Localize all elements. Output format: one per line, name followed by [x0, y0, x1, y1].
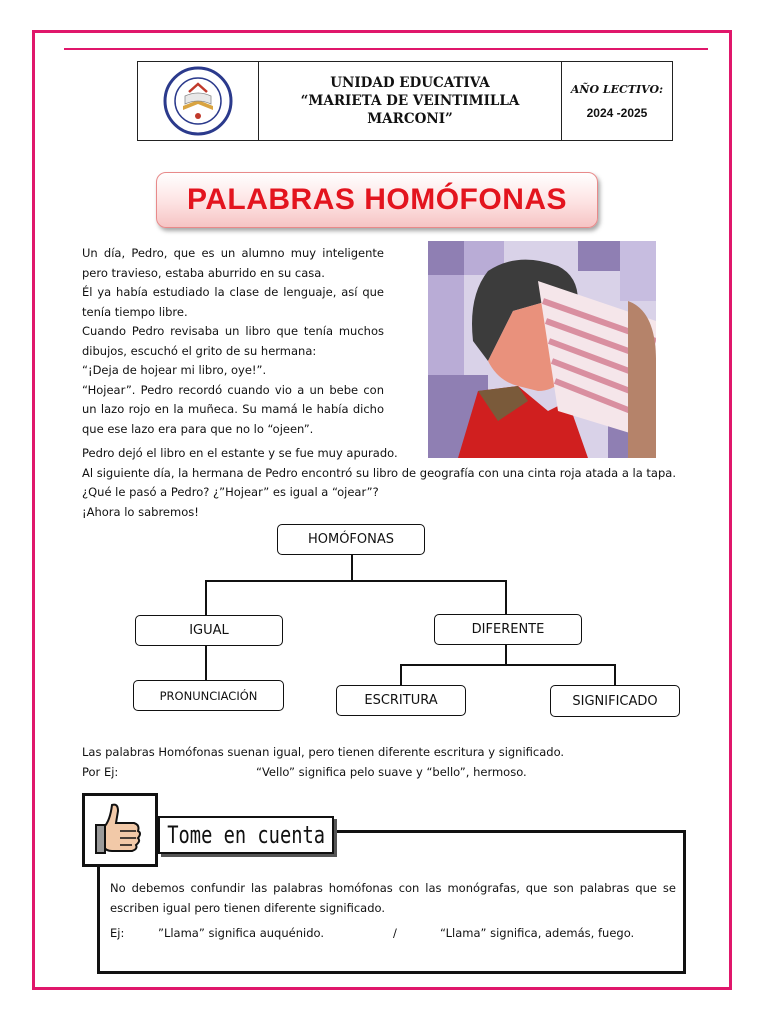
school-year [562, 62, 672, 140]
diagram-node-igual: IGUAL [135, 615, 283, 646]
story-paragraph: Un día, Pedro, que es un alumno muy inteligente pero travieso, estaba aburrido en su casa. [82, 246, 384, 280]
story-line: Pedro dejó el libro en el estante y se fue muy apurado. [82, 446, 398, 460]
connector-line [614, 664, 616, 686]
story-continuation [82, 444, 722, 522]
story-line: ¡Ahora lo sabremos! [82, 504, 199, 519]
story-line: Al siguiente día, la hermana de Pedro encontró su libro de geografía con una cinta roja atada a la tapa. [82, 465, 676, 480]
diagram-node-pronunciacion: PRONUNCIACIÓN [133, 680, 284, 711]
example-label: Por Ej: [82, 765, 119, 779]
connector-line [505, 644, 507, 665]
school-name [259, 62, 562, 140]
school-header [137, 61, 673, 141]
year-value: 2024 -2025 [586, 105, 648, 120]
connector-line [505, 580, 507, 616]
note-example-2: “Llama” significa, además, fuego. [440, 926, 635, 940]
diagram-node-diferente: DIFERENTE [434, 614, 582, 645]
connector-line [400, 664, 402, 685]
note-example-label: Ej: [110, 926, 125, 940]
school-logo [138, 62, 259, 140]
note-example-1: ”Llama” significa auquénido. [158, 926, 324, 940]
year-label: AÑO LECTIVO: [570, 82, 664, 96]
note-heading: Tome en cuenta [167, 821, 325, 849]
definition-text: Las palabras Homófonas suenan igual, pero tienen diferente escritura y significado. [82, 745, 565, 759]
connector-line [351, 554, 353, 581]
diagram-node-escritura: ESCRITURA [336, 685, 466, 716]
note-text: No debemos confundir las palabras homófonas con las monógrafas, que son palabras que se escriben igual pero tienen diferente significado. [110, 881, 676, 915]
thumbs-up-icon [94, 801, 146, 859]
school-name-line1: UNIDAD EDUCATIVA [330, 75, 490, 91]
thumbs-up-box [82, 793, 158, 867]
story-paragraph: Él ya había estudiado la clase de lenguaje, así que tenía tiempo libre. [82, 285, 384, 319]
diagram-node-significado: SIGNIFICADO [550, 685, 680, 717]
top-rule [64, 48, 708, 50]
connector-line [400, 664, 616, 666]
diagram-root-node: HOMÓFONAS [277, 524, 425, 555]
school-name-line2: “MARIETA DE VEINTIMILLA MARCONI” [300, 93, 520, 127]
story-text [82, 244, 384, 439]
story-line: ¿Qué le pasó a Pedro? ¿”Hojear” es igual a “ojear”? [82, 485, 379, 499]
title-banner [156, 172, 598, 228]
connector-line [205, 580, 507, 582]
example-text: “Vello” significa pelo suave y “bello”, hermoso. [256, 765, 527, 779]
note-heading-tab [158, 816, 334, 854]
story-paragraph: Cuando Pedro revisaba un libro que tenía muchos dibujos, escuchó el grito de su hermana: [82, 324, 384, 358]
connector-line [205, 580, 207, 616]
homophone-explanation [82, 742, 565, 779]
connector-line [205, 645, 207, 681]
story-paragraph: “Hojear”. Pedro recordó cuando vio a un bebe con un lazo rojo en la muñeca. Su mamá le había dicho que ese lazo era para que no lo “ojeen”. [82, 382, 384, 436]
reading-man-illustration [428, 241, 656, 458]
note-example-separator: / [393, 926, 397, 940]
story-paragraph: “¡Deja de hojear mi libro, oye!”. [82, 363, 267, 377]
page-title: PALABRAS HOMÓFONAS [186, 183, 568, 216]
